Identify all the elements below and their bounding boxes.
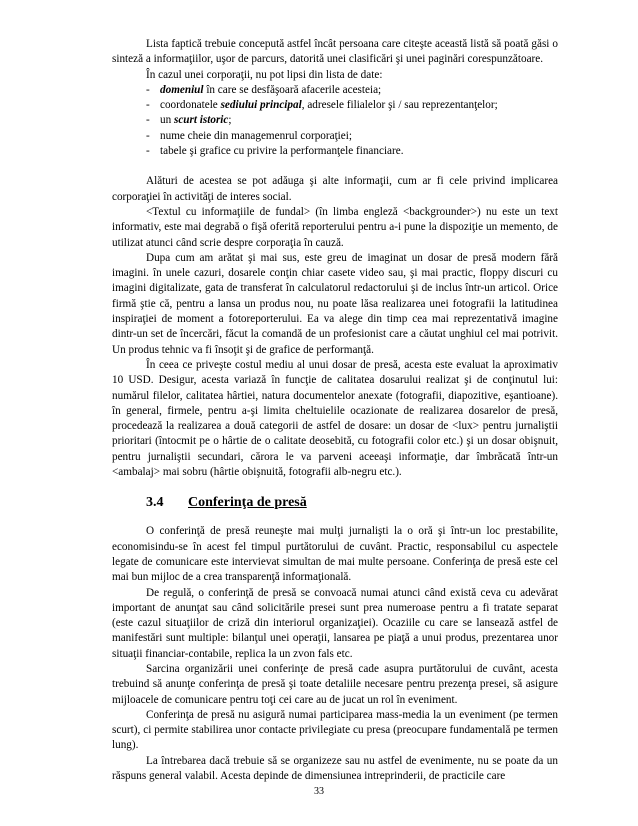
corporation-data-list [112,83,558,159]
emphasis-text: scurt istoric [173,114,229,127]
list-item: - coordonatele sediului principal, adresele filialelor şi / sau reprezentanţelor; [146,99,498,112]
page-number: 33 [314,786,324,797]
paragraph-textul-fundal: <Textul cu informaţiile de fundal> (în limba engleză <backgrounder>) nu este un text informativ, este mai degrabă o fişă oferită reporterului pentru a-i pune la dispoziţie un memento, de utilizat atunci când scrie despre corporaţia în cauză. [112,205,558,249]
paragraph-conferinta-convocare: De regulă, o conferinţă de presă se convoacă numai atunci când există ceva cu adevărat important de anunţat sau când solicitările presei sunt prea numeroase pentru a fi tratate separat (este cazul situaţiilor de criză din interiorul organizaţiei). Ocaziile cu care se lansează astfel de manifestări sunt multiple: bilanţul unei operaţii, lansarea pe piaţă a unui produs, prezentarea unor situaţii financiar-contabile, replica la un zvon fals etc. [112,586,558,660]
page-body [112,37,558,784]
paragraph-alaturi: Alături de acestea se pot adăuga şi alte informaţii, cum ar fi cele privind implicarea corporaţiei în activităţi de interes social. [112,175,558,203]
section-title: Conferinţa de presă [188,495,307,511]
paragraph-imagini: Dupa cum am arătat şi mai sus, este greu de imaginat un dosar de presă modern fără imagini. în unele cazuri, dosarele conţin chiar casete video sau, şi mai practic, floppy discuri cu imagini digitalizate, gata de transferat în calculatorul redactorului şi de inclus într-un articol. Orice firmă ştie că, pentru a lansa un produs nou, nu poate lăsa realizarea unei fotografii la latitudinea inspiraţiei de moment a fotoreporterului. Ea va alege din timp cea mai reprezentativă imagine dintr-un set de încercări, făcut la comandă de un profesionist care a căutat unghiul cel mai potrivit. Un produs tehnic va fi însoţit şi de grafice de performanţă. [112,251,558,356]
list-item: - un scurt istoric; [146,114,232,127]
list-item: - domeniul în care se desfăşoară afacerile acesteia; [146,83,382,96]
paragraph-conferinta-contacte: Conferinţa de presă nu asigură numai participarea mass-media la un eveniment (pe termen scurt), ci permite stabilirea unor contacte privilegiate cu presa (preocupare fundamentală pe termen lung). [112,708,558,752]
paragraph-lista-faptica: Lista faptică trebuie concepută astfel încât persoana care citeşte această listă să poată găsi o sinteză a informaţiilor, uşor de parcurs, datorită unei clasificări şi unei paginări corespunzătoare. [112,38,558,66]
section-number: 3.4 [146,495,164,511]
list-item: - tabele şi grafice cu privire la performanţele financiare. [146,145,404,158]
emphasis-text: sediului principal [220,99,302,112]
paragraph-corporatie-intro: În cazul unei corporaţii, nu pot lipsi din lista de date: [146,68,383,81]
paragraph-conferinta-intrebare: La întrebarea dacă trebuie să se organizeze sau nu astfel de evenimente, nu se poate da un răspuns general valabil. Acesta depinde de dimensiunea intreprinderii, de practicile care [112,754,558,783]
emphasis-text: domeniul [160,83,204,96]
paragraph-conferinta-organizare: Sarcina organizării unei conferinţe de presă cade asupra purtătorului de cuvânt, acesta trebuind să anunţe conferinţa de presă şi toate detaliile necesare pentru prezenţa presei, să asigure mijloacele de comunicare pentru toţi cei care au de jucat un rol în eveniment. [112,662,558,706]
paragraph-conferinta-definitie: O conferinţă de presă reuneşte mai mulţi jurnalişti la o oră şi într-un loc prestabilite, economisindu-se în acest fel timpul purtătorului de cuvânt. Practic, responsabilul cu aspectele legate de comunicare este intervievat simultan de mai multe persoane. Conferinţa de presă este cel mai bun mijloc de a crea transparenţă informaţională. [112,525,558,584]
paragraph-cost-dosar: În ceea ce priveşte costul mediu al unui dosar de presă, acesta este evaluat la aproximativ 10 USD. Desigur, acesta variază în funcţie de calitatea dosarului realizat şi de conţinutul lui: numărul filelor, calitatea hârtiei, natura documentelor anexate (fotografii, diapozitive, eşantioane). în general, firmele, pentru a-şi limita cheltuielile ocazionate de realizarea dosarelor de presă, procedează la realizarea a două categorii de astfel de dosare: un dosar de <lux> pentru jurnaliştii prioritari (întocmit pe o hârtie de o calitate deosebită, cu fotografii color etc.) şi un dosar obişnuit, pentru jurnaliştii secundari, cărora le va parveni aceeaşi informaţie, dar îmbrăcată într-un <ambalaj> mai sobru (hârtie obişnuită, fotografii alb-negru etc.). [112,358,558,479]
list-item: - nume cheie din managemenrul corporaţiei; [146,129,352,142]
section-heading [146,494,558,512]
